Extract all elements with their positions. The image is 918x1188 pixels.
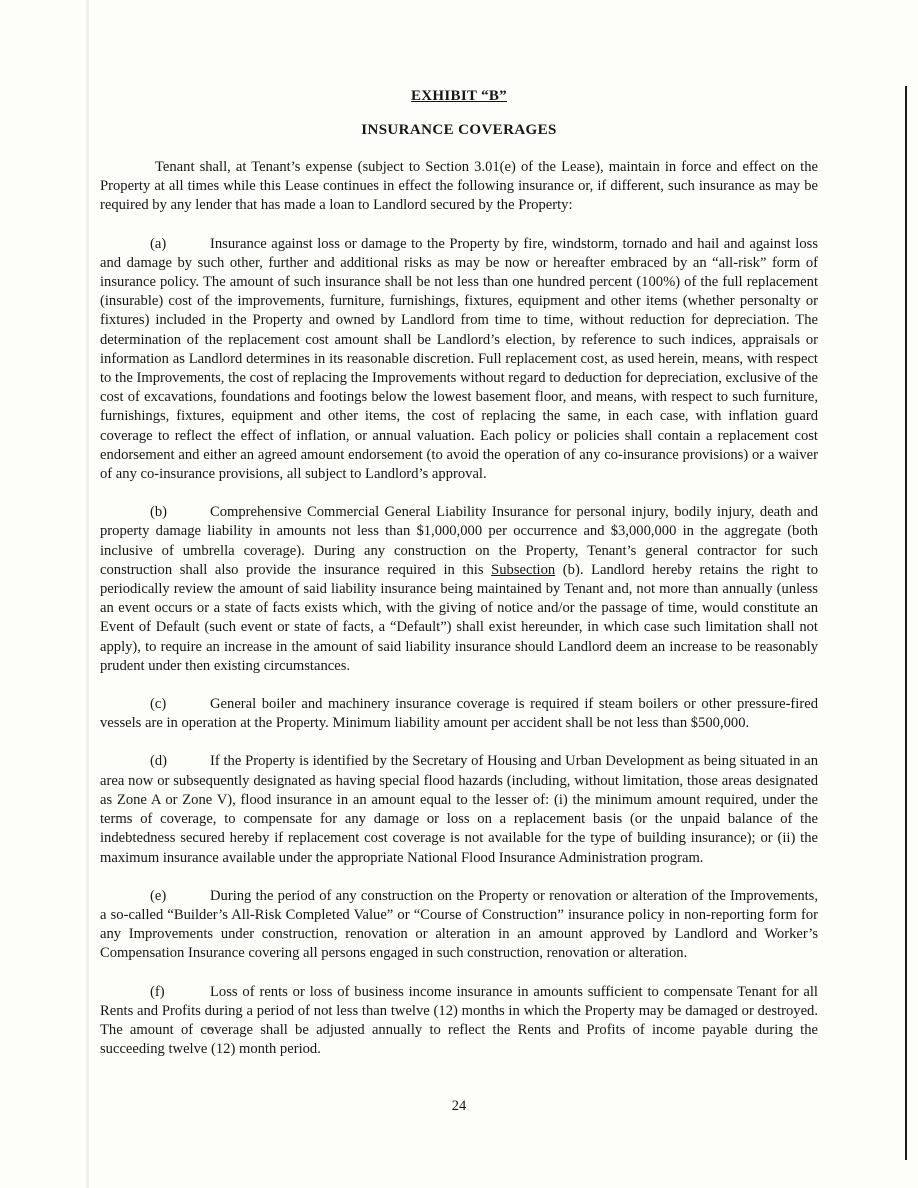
paragraph-e-text: During the period of any construction on the Property or renovation or alteration of the Improvements, a so-called “Builder’s All-Risk Completed Value” or “Course of Construction” insurance policy in non-reporting form for any Improvements under construction, renovation or alteration in an amount approved by Landlord and Worker’s Compensation Insurance covering all persons engaged in such construction, renovation or alteration.: [100, 887, 818, 962]
intro-paragraph: [100, 158, 818, 216]
document-heading: INSURANCE COVERAGES: [361, 122, 557, 138]
paragraph-f-text: Loss of rents or loss of business income insurance in amounts sufficient to compensate Tenant for all Rents and Profits during a period of not less than twelve (12) months in which the Property may be damaged or destroyed. The amount of coverage shall be adjusted annually to reflect the Rents and Profits of income payable during the succeeding twelve (12) month period.: [100, 983, 818, 1058]
paragraph-d-text: If the Property is identified by the Secretary of Housing and Urban Development as being situated in an area now or subsequently designated as having special flood hazards (including, without limitation, those areas designated as Zone A or Zone V), flood insurance in an amount equal to the lesser of: (i) the minimum amount required, under the terms of coverage, to compensate for any damage or loss on a replacement basis (or the unpaid balance of the indebtedness secured hereby if replacement cost coverage is not available for the type of building insurance); or (ii) the maximum insurance available under the appropriate National Flood Insurance Administration program.: [100, 753, 818, 866]
paragraph-b-underlined-word: Subsection: [491, 561, 556, 578]
exhibit-title: [100, 88, 818, 105]
paragraph-c: [100, 695, 818, 733]
scan-artifact-left-streak: [86, 0, 89, 1188]
paragraph-d: [100, 752, 818, 867]
page-number: 24: [451, 1098, 467, 1114]
paragraph-a-label: (a): [150, 235, 167, 252]
paragraph-b-text-1: Comprehensive Commercial General Liability Insurance for personal injury, bodily injury, death and property damage liability in amounts not less than $1,000,000 per occurrence and $3,000,000 in the aggregate (both inclusive of umbrella coverage). During any construction on the Property, Tenant’s general contractor for such construction shall also provide the insurance required in this: [100, 504, 818, 578]
paragraph-b-label: (b): [150, 504, 168, 521]
exhibit-title-text: EXHIBIT “B”: [411, 88, 507, 104]
paragraph-c-text: General boiler and machinery insurance coverage is required if steam boilers or other pressure-fired vessels are in operation at the Property. Minimum liability amount per accident shall be not less than $500,000.: [100, 696, 818, 732]
paragraph-b: [100, 503, 818, 676]
scan-artifact-right-line: [905, 86, 907, 1160]
paragraph-d-label: (d): [150, 753, 168, 770]
paragraph-e-label: (e): [150, 887, 167, 904]
paragraph-a-text: Insurance against loss or damage to the Property by fire, windstorm, tornado and hail and against loss and damage by such other, further and additional risks as may be now or hereafter embraced by an “all-risk” form of insurance policy. The amount of such insurance shall be not less than one hundred percent (100%) of the full replacement (insurable) cost of the improvements, furniture, furnishings, fixtures, equipment and other items (whether personalty or fixtures) included in the Property and owned by Landlord from time to time, without reduction for depreciation. The determination of the replacement cost amount shall be Landlord’s election, by reference to such indices, appraisals or information as Landlord determines in its reasonable discretion. Full replacement cost, as used herein, means, with respect to the Improvements, the cost of replacing the Improvements without regard to deduction for depreciation, exclusive of the cost of excavations, foundations and footings below the lowest basement floor, and means, with respect to such furniture, furnishings, fixtures, equipment and other items, the cost of replacing the same, in each case, with inflation guard coverage to reflect the effect of inflation, or annual valuation. Each policy or policies shall contain a replacement cost endorsement and either an agreed amount endorsement (to avoid the operation of any co-insurance provisions) or a waiver of any co-insurance provisions, all subject to Landlord’s approval.: [100, 235, 818, 483]
paragraph-c-label: (c): [150, 696, 167, 713]
paragraph-f: [100, 983, 818, 1060]
document-body: [100, 88, 818, 1059]
intro-paragraph-text: Tenant shall, at Tenant’s expense (subject to Section 3.01(e) of the Lease), maintain in force and effect on the Property at all times while this Lease continues in effect the following insurance or, if different, such insurance as may be required by any lender that has made a loan to Landlord secured by the Property:: [100, 159, 818, 214]
paragraph-f-label: (f): [150, 983, 165, 1000]
paragraph-a: [100, 235, 818, 485]
paragraph-b-text-2: (b). Landlord hereby retains the right to periodically review the amount of said liability insurance being maintained by Tenant and, not more than annually (unless an event occurs or a state of facts exists which, with the giving of notice and/or the passage of time, would constitute an Event of Default (such event or state of facts, a “Default”) shall exist hereunder, in which case such limitation shall not apply), to require an increase in the amount of said liability insurance should Landlord deem an increase to be reasonably prudent under then existing circumstances.: [100, 561, 818, 674]
paragraph-e: [100, 887, 818, 964]
